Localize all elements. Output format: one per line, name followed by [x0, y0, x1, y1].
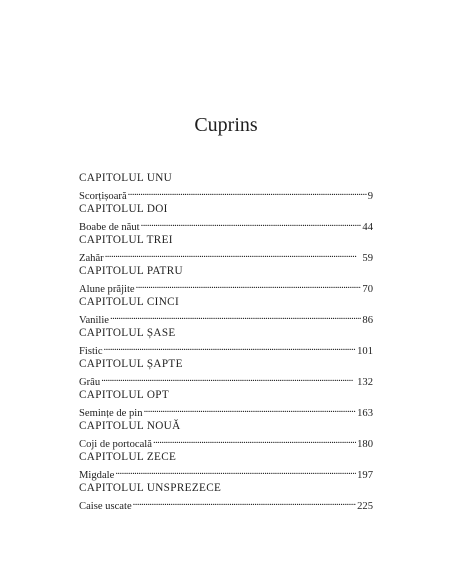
chapter-title: Alune prăjite — [79, 284, 135, 295]
page-number: 101 — [357, 346, 373, 357]
chapter-title: Semințe de pin — [79, 408, 143, 419]
toc-entry — [79, 296, 373, 327]
toc-entry — [79, 451, 373, 482]
toc-line — [79, 248, 373, 264]
toc-entry — [79, 482, 373, 513]
page-number: 86 — [362, 315, 373, 326]
page-number: 197 — [357, 470, 373, 481]
toc-entry — [79, 420, 373, 451]
chapter-title: Boabe de năut — [79, 222, 140, 233]
chapter-heading: CAPITOLUL ZECE — [79, 451, 177, 463]
chapter-title: Vanilie — [79, 315, 110, 326]
page-number: 132 — [357, 377, 373, 388]
chapter-heading: CAPITOLUL NOUĂ — [79, 420, 181, 432]
dot-leader — [104, 341, 357, 354]
page-number: 70 — [362, 284, 373, 295]
dot-leader — [141, 217, 362, 230]
dot-leader — [144, 403, 357, 416]
toc-line — [79, 496, 373, 512]
toc-line — [79, 434, 373, 450]
chapter-title: Migdale — [79, 470, 115, 481]
toc-line — [79, 186, 373, 202]
dot-leader — [136, 279, 362, 292]
chapter-heading: CAPITOLUL UNSPREZECE — [79, 482, 222, 494]
chapter-heading: CAPITOLUL OPT — [79, 389, 170, 401]
page-number: 180 — [357, 439, 373, 450]
toc-line — [79, 279, 373, 295]
dot-leader — [153, 434, 356, 447]
table-of-contents — [79, 172, 373, 513]
chapter-heading: CAPITOLUL PATRU — [79, 265, 183, 277]
dot-leader — [105, 248, 362, 261]
page-number: 59 — [362, 253, 373, 264]
toc-entry — [79, 358, 373, 389]
toc-entry — [79, 234, 373, 265]
toc-line — [79, 310, 373, 326]
page-title: Cuprins — [194, 114, 258, 136]
toc-line — [79, 465, 373, 481]
dot-leader — [133, 496, 356, 509]
toc-entry — [79, 265, 373, 296]
chapter-heading: CAPITOLUL ȘAPTE — [79, 358, 183, 370]
toc-line — [79, 403, 373, 419]
chapter-title: Zahăr — [79, 253, 104, 264]
dot-leader — [101, 372, 356, 385]
chapter-heading: CAPITOLUL ȘASE — [79, 327, 176, 339]
page-number: 9 — [367, 191, 373, 202]
dot-leader — [115, 465, 356, 478]
page-number: 225 — [357, 501, 373, 512]
dot-leader — [128, 186, 367, 199]
toc-line — [79, 341, 373, 357]
page-number: 163 — [357, 408, 373, 419]
chapter-title: Coji de portocală — [79, 439, 152, 450]
toc-entry — [79, 389, 373, 420]
toc-line — [79, 217, 373, 233]
toc-entry — [79, 172, 373, 203]
toc-line — [79, 372, 373, 388]
toc-entry — [79, 327, 373, 358]
chapter-title: Caise uscate — [79, 501, 132, 512]
chapter-heading: CAPITOLUL UNU — [79, 172, 173, 184]
chapter-title: Scorțișoară — [79, 191, 127, 202]
chapter-heading: CAPITOLUL CINCI — [79, 296, 180, 308]
toc-entry — [79, 203, 373, 234]
chapter-title: Fistic — [79, 346, 103, 357]
dot-leader — [110, 310, 361, 323]
page-number: 44 — [362, 222, 373, 233]
chapter-heading: CAPITOLUL DOI — [79, 203, 168, 215]
chapter-title: Grâu — [79, 377, 101, 388]
chapter-heading: CAPITOLUL TREI — [79, 234, 173, 246]
